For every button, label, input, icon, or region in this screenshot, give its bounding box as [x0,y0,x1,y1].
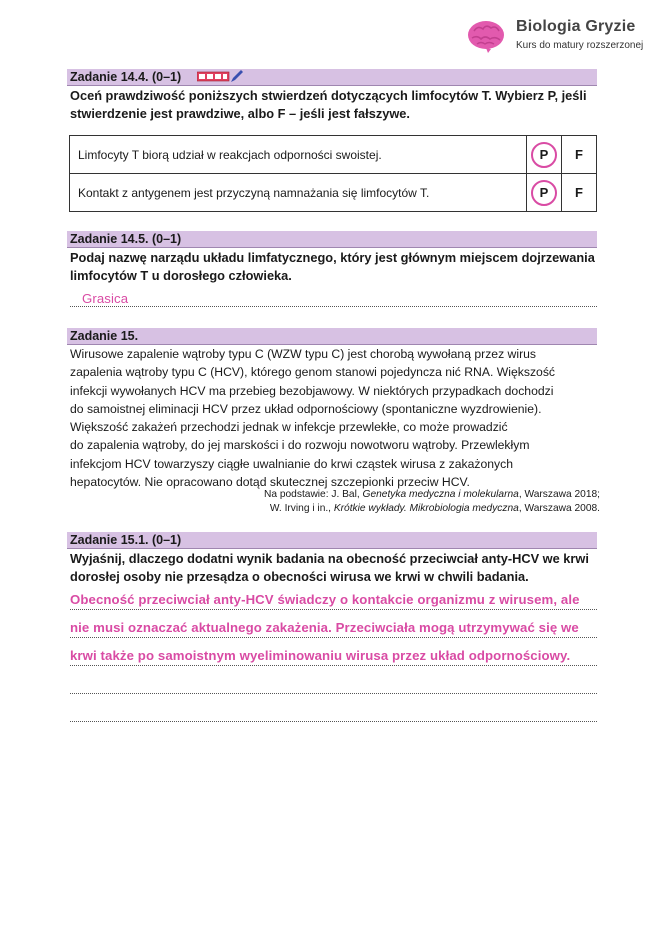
task-14-5-header [67,231,597,247]
brand-logo [466,16,651,60]
answer-line [70,693,597,694]
option-f-2[interactable]: F [562,174,597,212]
task-14-4-header [67,69,597,85]
source-citation: Na podstawie: J. Bal, Genetyka medyczna i molekularna, Warszawa 2018; W. Irving i in., Krótkie wykłady. Mikrobiologia medyczna, Warszawa 2008. [264,489,600,514]
brand-tagline: Kurs do matury rozszerzonej [516,40,644,51]
divider [67,247,597,248]
statement-2: Kontakt z antygenem jest przyczyną namnażania się limfocytów T. [70,174,527,212]
brand-name: Biologia Gryzie [516,18,636,35]
selected-circle [531,180,557,206]
task-15-1-header [67,532,597,548]
option-p-1[interactable]: P [527,136,562,174]
answer-line [70,637,597,638]
table-row [70,136,597,174]
task-14-5-instruction: Podaj nazwę narządu układu limfatycznego, który jest głównym miejscem dojrzewania limfocytów T u dorosłego człowieka. [70,250,595,283]
answer-line [70,609,597,610]
answer-line [70,306,597,307]
task-14-5-answer[interactable]: Grasica [82,291,129,306]
answer-line [70,665,597,666]
task-14-4-instruction: Oceń prawdziwość poniższych stwierdzeń dotyczących limfocytów T. Wybierz P, jeśli stwierdzenie jest prawdziwe, albo F – jeśli jest fałszywe. [70,88,587,121]
task-14-5-title: Zadanie 14.5. (0–1) [70,232,182,246]
selected-circle [531,142,557,168]
answer-text-line-1[interactable]: Obecność przeciwciał anty-HCV świadczy o kontakcie organizmu z wirusem, ale [70,592,580,607]
statement-1: Limfocyty T biorą udział w reakcjach odporności swoistej. [70,136,527,174]
answer-text-line-3[interactable]: krwi także po samoistnym wyeliminowaniu wirusa przez układ odpornościowy. [70,648,571,663]
task-15-paragraph: Wirusowe zapalenie wątroby typu C (WZW typu C) jest chorobą wywołaną przez wirus zapalenia wątroby typu C (HCV), którego genom stanowi pojedyncza nić RNA. Większość infekcji wywołanych HCV ma przebieg bezobjawowy. W niektórych przypadkach dochodzi do samoistnej eliminacji HCV przez układ odpornościowy (spontaniczne wyzdrowienie). Większość zakażeń przechodzi jednak w infekcje przewlekłe, co może prowadzić do zapalenia wątroby, do jej marskości i do rozwoju nowotworu wątroby. Przewlekłym infekcjom HCV towarzyszy ciągłe uwalnianie do krwi cząstek wirusa z zakażonych hepatocytów. Nie opracowano dotąd skutecznej szczepionki przeciw HCV. [70,347,556,490]
true-false-table [69,135,597,212]
edit-pencil-icon [197,70,243,83]
answer-line [70,721,597,722]
task-14-4-title: Zadanie 14.4. (0–1) [70,70,182,84]
divider [67,548,597,549]
task-15-title: Zadanie 15. [70,329,139,343]
task-15-1-instruction: Wyjaśnij, dlaczego dodatni wynik badania na obecność przeciwciał anty-HCV we krwi dorosłej osoby nie przesądza o obecności wirusa we krwi w chwili badania. [70,551,589,584]
option-p-2[interactable]: P [527,174,562,212]
divider [67,85,597,86]
option-f-1[interactable]: F [562,136,597,174]
task-15-1-title: Zadanie 15.1. (0–1) [70,533,182,547]
brain-icon [466,18,506,54]
table-row [70,174,597,212]
task-15-header [67,328,597,344]
answer-text-line-2[interactable]: nie musi oznaczać aktualnego zakażenia. Przeciwciała mogą utrzymywać się we [70,620,579,635]
